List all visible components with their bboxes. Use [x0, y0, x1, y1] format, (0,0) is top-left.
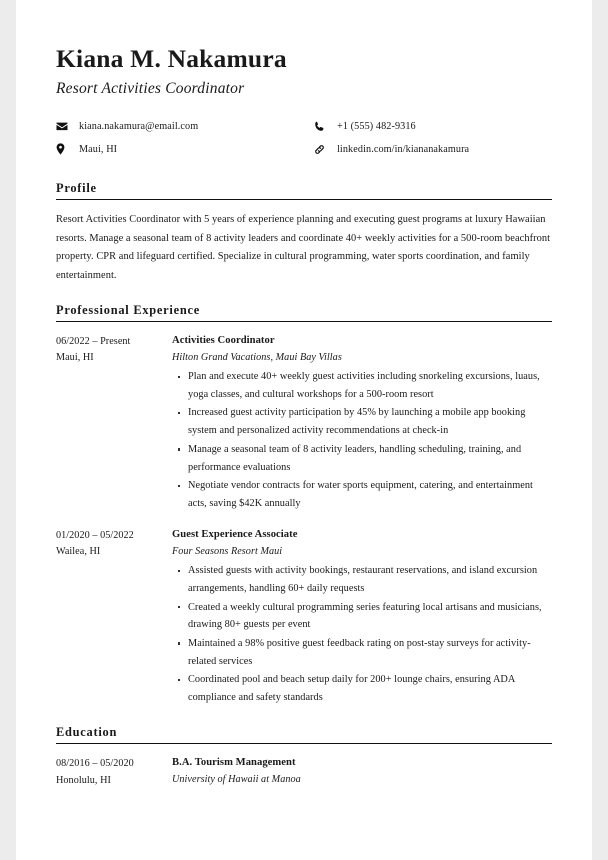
list-item: Increased guest activity participation by 45% by launching a mobile app booking system and personalized activity recommendations at check-in — [188, 404, 552, 440]
section-title-experience: Professional Experience — [56, 303, 201, 318]
entry-bullets — [172, 562, 552, 707]
entry-bullets — [172, 368, 552, 513]
entry-location: Maui, HI — [56, 352, 94, 364]
contact-phone-text: +1 (555) 482-9316 — [337, 120, 416, 132]
resume-page — [16, 0, 592, 860]
contact-linkedin[interactable] — [314, 143, 552, 155]
entry-dates: 08/2016 – 05/2020 — [56, 757, 134, 769]
entry-org: Four Seasons Resort Maui — [172, 545, 283, 557]
section-rule — [56, 743, 552, 744]
list-item: Maintained a 98% positive guest feedback rating on post-stay surveys for activity-related services — [188, 635, 552, 671]
entry-detail — [172, 755, 552, 790]
phone-icon — [314, 120, 328, 132]
contact-location — [56, 143, 314, 155]
entry-role: Activities Coordinator — [172, 335, 275, 347]
entry-school: University of Hawaii at Manoa — [172, 773, 301, 785]
entry-degree: B.A. Tourism Management — [172, 757, 296, 769]
section-experience — [56, 303, 552, 707]
list-item: Assisted guests with activity bookings, restaurant reservations, and island excursion arrangements, handling 60+ daily requests — [188, 562, 552, 598]
section-rule — [56, 199, 552, 200]
contact-email[interactable] — [56, 120, 314, 132]
profile-body: Resort Activities Coordinator with 5 years of experience planning and executing guest programs at luxury Hawaiian resorts. Manage a seasonal team of 8 activity leaders and coordinate 40+ weekly activities for a 500-room beachfront property. CPR and lifeguard certified. Specialize in cultural programming, water sports coordination, and family entertainment. — [56, 214, 551, 281]
entry-meta — [56, 333, 172, 513]
contact-location-text: Maui, HI — [79, 143, 118, 155]
section-title-profile: Profile — [56, 181, 97, 196]
candidate-headline: Resort Activities Coordinator — [56, 80, 245, 98]
envelope-icon — [56, 120, 70, 132]
entry-dates: 06/2022 – Present — [56, 335, 131, 347]
contact-phone[interactable] — [314, 120, 552, 132]
section-rule — [56, 321, 552, 322]
education-entry — [56, 755, 552, 790]
entry-location: Wailea, HI — [56, 546, 101, 558]
spacer — [56, 711, 552, 725]
contact-block — [56, 120, 552, 155]
list-item: Manage a seasonal team of 8 activity leaders, handling scheduling, training, and performance evaluations — [188, 441, 552, 477]
entry-meta — [56, 527, 172, 707]
contact-email-text: kiana.nakamura@email.com — [79, 120, 199, 132]
experience-entry — [56, 333, 552, 513]
contact-linkedin-text: linkedin.com/in/kiananakamura — [337, 143, 470, 155]
map-pin-icon — [56, 143, 70, 155]
candidate-name: Kiana M. Nakamura — [56, 44, 287, 73]
list-item: Created a weekly cultural programming series featuring local artisans and musicians, drawing 80+ guests per event — [188, 599, 552, 635]
link-icon — [314, 143, 328, 155]
list-item: Coordinated pool and beach setup daily for 200+ lounge chairs, ensuring ADA compliance and safety standards — [188, 671, 552, 707]
entry-location: Honolulu, HI — [56, 774, 111, 786]
entry-role: Guest Experience Associate — [172, 529, 298, 541]
list-item: Plan and execute 40+ weekly guest activities including snorkeling excursions, luaus, yoga classes, and cultural workshops for a 500-room resort — [188, 368, 552, 404]
list-item: Negotiate vendor contracts for water sports equipment, catering, and entertainment acts, saving $42K annually — [188, 477, 552, 513]
section-education — [56, 725, 552, 790]
section-profile — [56, 181, 552, 285]
entry-detail — [172, 333, 552, 513]
entry-detail — [172, 527, 552, 707]
entry-dates: 01/2020 – 05/2022 — [56, 529, 134, 541]
entry-org: Hilton Grand Vacations, Maui Bay Villas — [172, 351, 342, 363]
section-title-education: Education — [56, 725, 118, 740]
entry-meta — [56, 755, 172, 790]
experience-entry — [56, 527, 552, 707]
